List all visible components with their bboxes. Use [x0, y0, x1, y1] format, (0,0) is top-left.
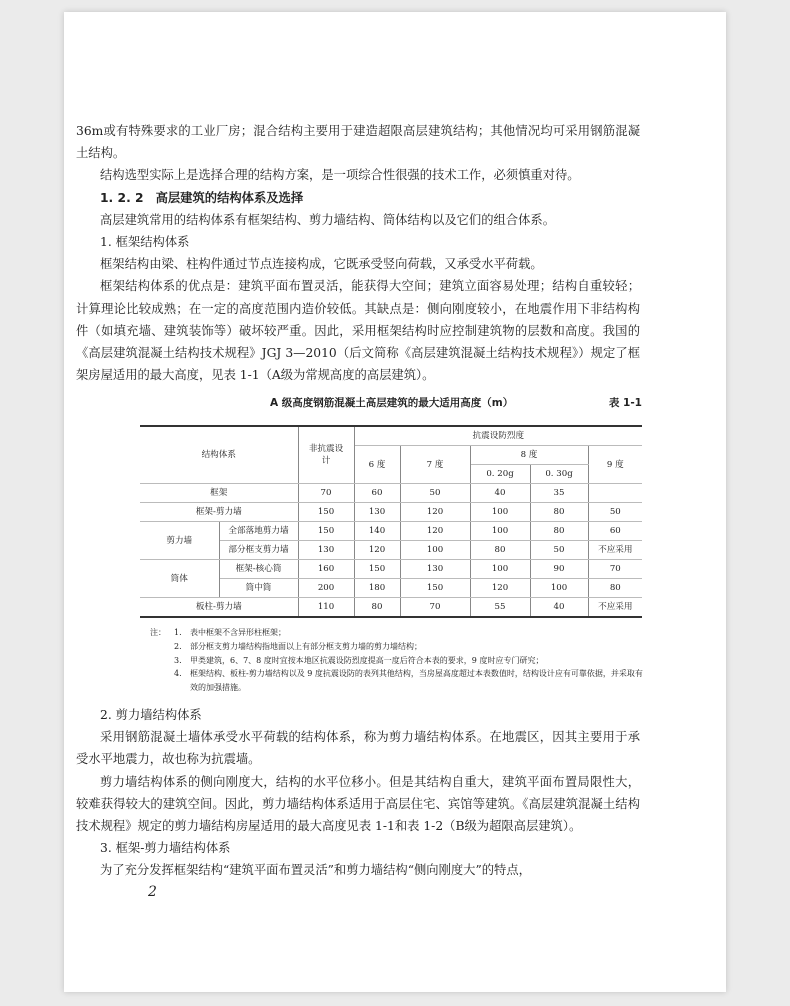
cell: 110 — [298, 598, 354, 618]
header-deg8-020g: 0. 20g — [470, 465, 530, 484]
subsection-heading: 2. 剪力墙结构体系 — [100, 708, 202, 722]
section-number: 1. 2. 2 — [100, 190, 144, 205]
note-text: 部分框支剪力墙结构指地面以上有部分框支剪力墙的剪力墙结构； — [190, 641, 422, 651]
cell-name: 全部落地剪力墙 — [219, 522, 298, 541]
note-number: 2. — [174, 641, 182, 651]
cell: 180 — [354, 579, 400, 598]
cell: 50 — [400, 484, 470, 503]
header-deg8-030g: 0. 30g — [530, 465, 588, 484]
cell: 80 — [470, 541, 530, 560]
cell: 100 — [470, 522, 530, 541]
cell: 80 — [530, 522, 588, 541]
cell-name: 框架 — [140, 484, 298, 503]
table-notes — [150, 626, 650, 695]
section-heading — [76, 187, 640, 209]
header-seismic: 抗震设防烈度 — [354, 426, 642, 446]
table-row — [140, 484, 642, 503]
table-row — [140, 560, 642, 579]
note-text: 框架结构、板柱-剪力墙结构以及 9 度抗震设防的表列其他结构，当房屋高度超过本表数值时，结构设计应有可靠依据，并采取有效的加强措施。 — [190, 669, 643, 693]
paragraph: 剪力墙结构体系的侧向刚度大，结构的水平位移小。但是其结构自重大，建筑平面布置局限性大，较难获得较大的建筑空间。因此，剪力墙结构体系适用于高层住宅、宾馆等建筑。《高层建筑混凝土结构技术规程》规定的剪力墙结构房屋适用的最大高度见表 1-1和表 1-2（B级为超限高层建筑）。 — [76, 774, 640, 834]
note-number: 4. — [174, 669, 182, 679]
section-title: 高层建筑的结构体系及选择 — [155, 190, 304, 205]
note-item — [150, 654, 650, 668]
page-number: 2 — [148, 884, 157, 900]
cell: 150 — [400, 579, 470, 598]
height-limit-table — [140, 425, 642, 618]
cell: 80 — [530, 503, 588, 522]
cell: 50 — [588, 503, 642, 522]
subsection-heading: 3. 框架-剪力墙结构体系 — [100, 841, 231, 856]
note-item — [150, 626, 650, 640]
header-deg6: 6 度 — [354, 446, 400, 484]
text-block-upper — [76, 120, 640, 386]
paragraph: 框架结构由梁、柱构件通过节点连接构成，它既承受竖向荷载，又承受水平荷载。 — [100, 257, 543, 272]
cell: 60 — [354, 484, 400, 503]
cell: 70 — [588, 560, 642, 579]
paragraph: 为了充分发挥框架结构“建筑平面布置灵活”和剪力墙结构“侧向刚度大”的特点， — [100, 863, 531, 878]
cell: 100 — [470, 560, 530, 579]
cell: 60 — [588, 522, 642, 541]
cell: 80 — [588, 579, 642, 598]
cell: 100 — [470, 503, 530, 522]
table-row — [140, 598, 642, 618]
cell: 50 — [530, 541, 588, 560]
cell: 不应采用 — [588, 541, 642, 560]
cell: 55 — [470, 598, 530, 618]
paragraph: 36m或有特殊要求的工业厂房；混合结构主要用于建造超限高层建筑结构；其他情况均可采用钢筋混凝土结构。 — [76, 124, 640, 161]
table-row — [140, 522, 642, 541]
note-item — [150, 640, 650, 654]
cell: 35 — [530, 484, 588, 503]
cell: 不应采用 — [588, 598, 642, 618]
header-system: 结构体系 — [140, 426, 298, 484]
header-non-seismic: 非抗震设计 — [298, 426, 354, 484]
cell: 150 — [298, 522, 354, 541]
cell: 130 — [354, 503, 400, 522]
cell: 150 — [354, 560, 400, 579]
header-deg8: 8 度 — [470, 446, 588, 465]
cell: 130 — [400, 560, 470, 579]
table-number: 表 1-1 — [608, 397, 642, 409]
cell: 120 — [400, 522, 470, 541]
cell-group: 筒体 — [140, 560, 219, 598]
cell — [588, 484, 642, 503]
cell-name: 部分框支剪力墙 — [219, 541, 298, 560]
cell-name: 框架-核心筒 — [219, 560, 298, 579]
cell: 160 — [298, 560, 354, 579]
cell: 90 — [530, 560, 588, 579]
cell: 70 — [298, 484, 354, 503]
table-title: A 级高度钢筋混凝土高层建筑的最大适用高度（m） — [270, 397, 514, 409]
cell: 200 — [298, 579, 354, 598]
note-item — [150, 667, 650, 695]
subsection-heading: 1. 框架结构体系 — [100, 235, 190, 250]
header-deg9: 9 度 — [588, 446, 642, 484]
table-header-row — [140, 426, 642, 446]
note-number: 3. — [174, 655, 182, 665]
cell-name: 筒中筒 — [219, 579, 298, 598]
cell: 120 — [400, 503, 470, 522]
cell-name: 框架-剪力墙 — [140, 503, 298, 522]
cell: 130 — [298, 541, 354, 560]
paragraph: 高层建筑常用的结构体系有框架结构、剪力墙结构、筒体结构以及它们的组合体系。 — [100, 212, 555, 227]
cell: 80 — [354, 598, 400, 618]
note-text: 甲类建筑，6、7、8 度时宜按本地区抗震设防烈度提高一度后符合本表的要求，9 度时应专门研究； — [190, 655, 544, 665]
notes-label: 注： — [150, 628, 166, 637]
paragraph: 结构选型实际上是选择合理的结构方案，是一项综合性很强的技术工作，必须慎重对待。 — [100, 168, 580, 183]
table-row — [140, 503, 642, 522]
note-text: 表中框架不含异形柱框架； — [190, 628, 286, 637]
cell-name: 板柱-剪力墙 — [140, 598, 298, 618]
cell: 120 — [354, 541, 400, 560]
cell: 40 — [530, 598, 588, 618]
cell: 150 — [298, 503, 354, 522]
cell: 70 — [400, 598, 470, 618]
note-number: 1. — [174, 628, 182, 637]
cell: 100 — [400, 541, 470, 560]
paragraph: 框架结构体系的优点是：建筑平面布置灵活，能获得大空间；建筑立面容易处理；结构自重较轻；计算理论比较成熟；在一定的高度范围内造价较低。其缺点是：侧向刚度较小，在地震作用下非结构构件（如填充墙、建筑装饰等）破坏较严重。因此，采用框架结构时应控制建筑物的层数和高度。我国的《高层建筑混凝土结构技术规程》JGJ 3—2010（后文简称《高层建筑混凝土结构技术规程》）规定了框架房屋适用的最大高度，见表 1-1（A级为常规高度的高层建筑）。 — [76, 279, 640, 383]
cell: 120 — [470, 579, 530, 598]
cell: 100 — [530, 579, 588, 598]
text-block-lower — [76, 704, 640, 882]
paragraph: 采用钢筋混凝土墙体承受水平荷载的结构体系，称为剪力墙结构体系。在地震区，因其主要用于承受水平地震力，故也称为抗震墙。 — [76, 730, 640, 767]
cell: 40 — [470, 484, 530, 503]
table-caption — [140, 393, 642, 413]
cell-group: 剪力墙 — [140, 522, 219, 560]
header-deg7: 7 度 — [400, 446, 470, 484]
cell: 140 — [354, 522, 400, 541]
